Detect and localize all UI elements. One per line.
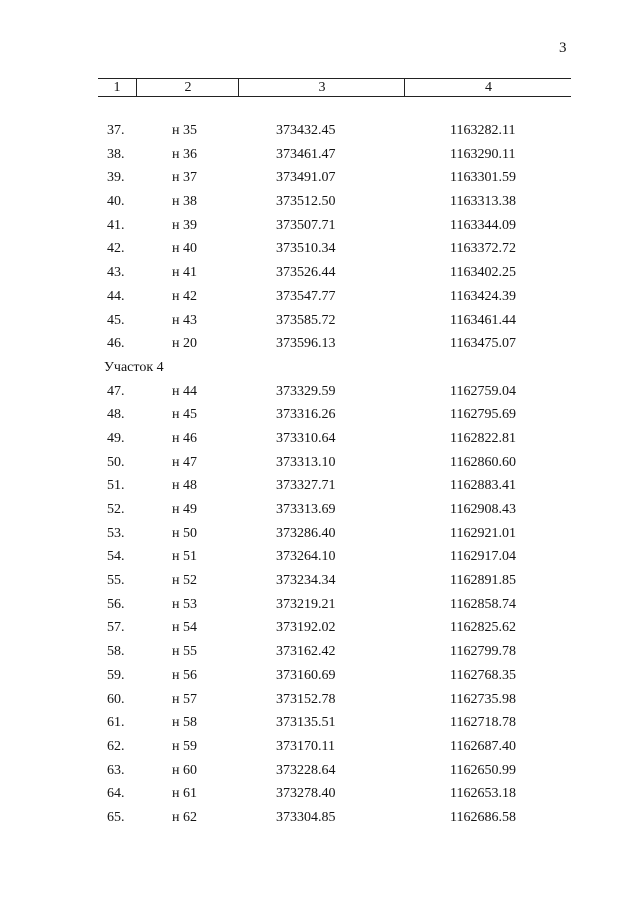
table-row: [0, 474, 639, 498]
point-id: н 60: [172, 762, 197, 778]
row-number: 40.: [107, 194, 125, 210]
coord-x: 373170.11: [276, 738, 335, 754]
row-number: 58.: [107, 644, 125, 660]
table-row: [0, 522, 639, 546]
coord-x: 373152.78: [276, 691, 336, 707]
coord-y: 1162917.04: [450, 549, 516, 565]
point-id: н 54: [172, 620, 197, 636]
coord-y: 1162687.40: [450, 738, 516, 754]
table-row: [0, 214, 639, 238]
coord-x: 373313.10: [276, 454, 336, 470]
row-number: 39.: [107, 170, 125, 186]
table-row: [0, 143, 639, 167]
coord-x: 373585.72: [276, 312, 336, 328]
coord-y: 1163461.44: [450, 312, 516, 328]
table-row: [0, 309, 639, 333]
table-row: [0, 806, 639, 830]
point-id: н 20: [172, 336, 197, 352]
table-row: [0, 190, 639, 214]
coord-x: 373596.13: [276, 336, 336, 352]
coord-x: 373313.69: [276, 502, 336, 517]
table-row: [0, 569, 639, 593]
coord-y: 1162768.35: [450, 667, 516, 683]
row-number: 54.: [107, 549, 125, 565]
point-id: н 42: [172, 288, 197, 304]
row-number: 65.: [107, 809, 125, 825]
row-number: 55.: [107, 573, 125, 589]
coord-x: 373547.77: [276, 288, 336, 304]
header-col-2: 2: [136, 79, 239, 96]
point-id: н 62: [172, 809, 197, 825]
table-row: [0, 451, 639, 475]
coord-x: 373228.64: [276, 762, 336, 778]
header-col-1: 1: [113, 80, 121, 95]
coord-y: 1162718.78: [450, 715, 516, 731]
section-heading: [0, 356, 639, 380]
point-id: н 61: [172, 786, 197, 802]
coord-x: 373310.64: [276, 430, 336, 446]
coord-y: 1163372.72: [450, 241, 516, 257]
coord-x: 373316.26: [276, 407, 336, 423]
coord-x: 373507.71: [276, 217, 336, 233]
point-id: н 46: [172, 430, 197, 446]
page-number: 3: [559, 40, 567, 56]
table-header: [98, 78, 571, 97]
coord-y: 1162891.85: [450, 573, 516, 589]
table-row: [0, 782, 639, 806]
coord-x: 373286.40: [276, 525, 336, 541]
row-number: 49.: [107, 430, 125, 446]
point-id: н 57: [172, 691, 197, 707]
coord-x: 373510.34: [276, 241, 336, 257]
table-row: [0, 285, 639, 309]
coord-y: 1163301.59: [450, 170, 516, 186]
table-row: [0, 261, 639, 285]
table-row: [0, 759, 639, 783]
coord-x: 373329.59: [276, 383, 336, 399]
row-number: 53.: [107, 525, 125, 541]
point-id: н 58: [172, 715, 197, 731]
point-id: н 35: [172, 123, 197, 138]
coord-x: 373327.71: [276, 478, 336, 494]
point-id: н 56: [172, 667, 197, 683]
coord-y: 1162686.58: [450, 809, 516, 825]
row-number: 37.: [107, 123, 125, 138]
table-row: [0, 616, 639, 640]
header-col-4: 4: [404, 79, 572, 96]
point-id: н 39: [172, 217, 197, 233]
point-id: н 50: [172, 525, 197, 541]
point-id: н 38: [172, 194, 197, 210]
table-row: [0, 237, 639, 261]
row-number: 62.: [107, 738, 125, 754]
point-id: н 40: [172, 241, 197, 257]
coord-y: 1162825.62: [450, 620, 516, 636]
coord-x: 373526.44: [276, 265, 336, 281]
point-id: н 52: [172, 573, 197, 589]
coord-y: 1163424.39: [450, 288, 516, 304]
row-number: 59.: [107, 667, 125, 683]
coord-y: 1162735.98: [450, 691, 516, 707]
table-row: [0, 119, 639, 143]
row-number: 45.: [107, 312, 125, 328]
row-number: 60.: [107, 691, 125, 707]
point-id: н 36: [172, 146, 197, 162]
table-row: [0, 332, 639, 356]
row-number: 50.: [107, 454, 125, 470]
row-number: 43.: [107, 265, 125, 281]
table-row: [0, 498, 639, 522]
point-id: н 51: [172, 549, 197, 565]
row-number: 63.: [107, 762, 125, 778]
point-id: н 41: [172, 265, 197, 281]
row-number: 44.: [107, 288, 125, 304]
coord-x: 373264.10: [276, 549, 336, 565]
point-id: н 59: [172, 738, 197, 754]
row-number: 47.: [107, 383, 125, 399]
row-number: 42.: [107, 241, 125, 257]
coord-x: 373491.07: [276, 170, 336, 186]
row-number: 57.: [107, 620, 125, 636]
coord-y: 1162653.18: [450, 786, 516, 802]
coord-x: 373162.42: [276, 644, 336, 660]
coord-y: 1162908.43: [450, 502, 516, 517]
table-row: [0, 664, 639, 688]
coord-x: 373219.21: [276, 596, 336, 612]
point-id: н 49: [172, 502, 197, 517]
point-id: н 47: [172, 454, 197, 470]
row-number: 41.: [107, 217, 125, 233]
table-row: [0, 380, 639, 404]
table-row: [0, 688, 639, 712]
coord-x: 373278.40: [276, 786, 336, 802]
row-number: 48.: [107, 407, 125, 423]
coord-y: 1163282.11: [450, 123, 516, 138]
coord-y: 1163290.11: [450, 146, 516, 162]
table-row: [0, 593, 639, 617]
coord-x: 373512.50: [276, 194, 336, 210]
row-number: 56.: [107, 596, 125, 612]
point-id: н 37: [172, 170, 197, 186]
row-number: 46.: [107, 336, 125, 352]
row-number: 38.: [107, 146, 125, 162]
coord-y: 1162799.78: [450, 644, 516, 660]
point-id: н 55: [172, 644, 197, 660]
row-number: 64.: [107, 786, 125, 802]
table-row: [0, 640, 639, 664]
coord-x: 373432.45: [276, 123, 336, 138]
coord-y: 1162795.69: [450, 407, 516, 423]
header-col-3: 3: [238, 79, 405, 96]
point-id: н 48: [172, 478, 197, 494]
coord-y: 1162921.01: [450, 525, 516, 541]
coord-y: 1163344.09: [450, 217, 516, 233]
coord-y: 1163313.38: [450, 194, 516, 210]
coord-x: 373135.51: [276, 715, 336, 731]
coord-y: 1162858.74: [450, 596, 516, 612]
coord-x: 373304.85: [276, 809, 336, 825]
coord-y: 1162759.04: [450, 383, 516, 399]
coord-y: 1162883.41: [450, 478, 516, 494]
table-row: [0, 427, 639, 451]
coord-y: 1163402.25: [450, 265, 516, 281]
coord-x: 373192.02: [276, 620, 336, 636]
table-row: [0, 166, 639, 190]
coord-y: 1163475.07: [450, 336, 516, 352]
point-id: н 43: [172, 312, 197, 328]
table-row: [0, 711, 639, 735]
table-row: [0, 735, 639, 759]
coord-y: 1162650.99: [450, 762, 516, 778]
coord-y: 1162860.60: [450, 454, 516, 470]
section-label: Участок 4: [104, 359, 164, 375]
point-id: н 45: [172, 407, 197, 423]
coord-x: 373461.47: [276, 146, 336, 162]
coordinate-table: [0, 119, 639, 830]
row-number: 51.: [107, 478, 125, 494]
coord-x: 373234.34: [276, 573, 336, 589]
table-row: [0, 403, 639, 427]
coord-y: 1162822.81: [450, 430, 516, 446]
point-id: н 53: [172, 596, 197, 612]
point-id: н 44: [172, 383, 197, 399]
row-number: 52.: [107, 502, 125, 517]
coord-x: 373160.69: [276, 667, 336, 683]
row-number: 61.: [107, 715, 125, 731]
table-row: [0, 545, 639, 569]
